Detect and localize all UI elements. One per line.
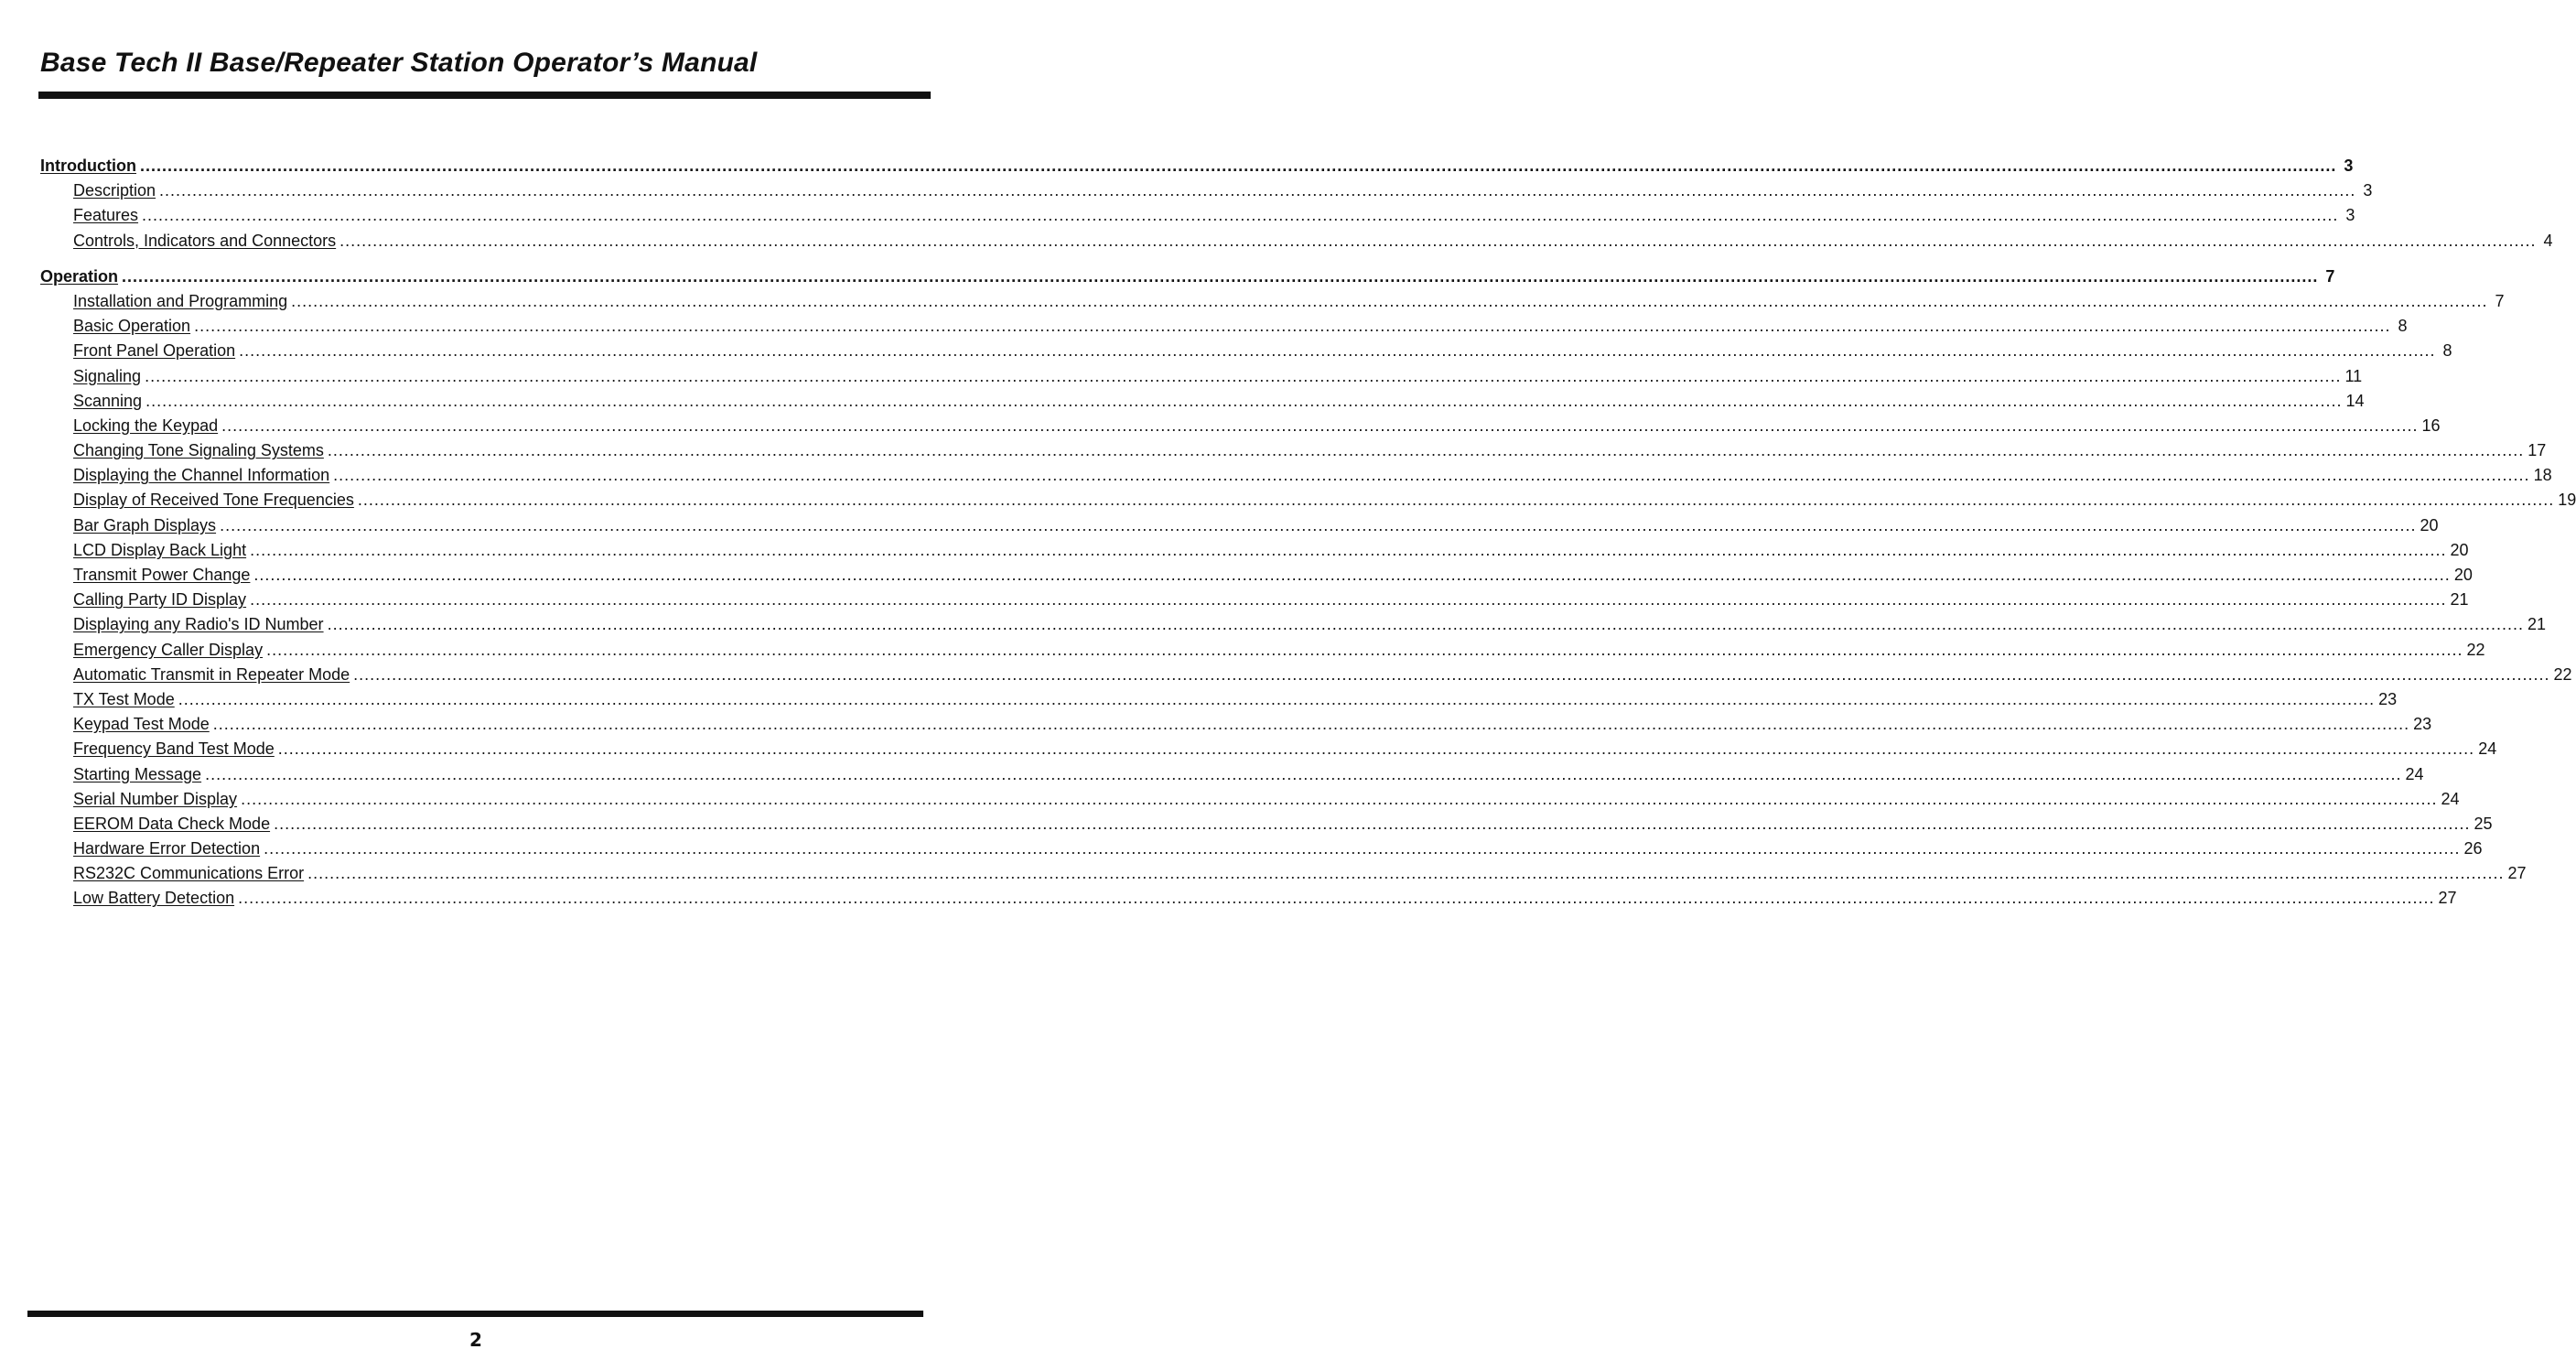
dot-leader: ................................................................................................................................................................................................................................................................................................................................................................................................................ — [274, 814, 2471, 833]
toc-page-number: 20 — [2420, 515, 2439, 534]
toc-page-number: 17 — [2527, 441, 2547, 460]
dot-leader: ................................................................................................................................................................................................................................................................................................................................................................................................................ — [238, 889, 2435, 908]
dot-leader: ................................................................................................................................................................................................................................................................................................................................................................................................................ — [250, 590, 2447, 610]
dot-leader: ................................................................................................................................................................................................................................................................................................................................................................................................................ — [220, 515, 2417, 534]
toc-entry[interactable] — [40, 389, 2365, 414]
toc-page-number: 25 — [2474, 814, 2493, 833]
dot-leader: ................................................................................................................................................................................................................................................................................................................................................................................................................ — [340, 231, 2537, 250]
page-title: Base Tech II Base/Repeater Station Operator’s Manual — [40, 48, 758, 78]
toc-entry-label[interactable]: TX Test Mode — [73, 689, 175, 708]
toc-entry[interactable] — [40, 612, 2546, 637]
dot-leader: ................................................................................................................................................................................................................................................................................................................................................................................................................ — [145, 366, 2342, 385]
toc-entry[interactable] — [40, 886, 2457, 911]
toc-entry-label[interactable]: Installation and Programming — [73, 291, 288, 310]
toc-entry-label[interactable]: Front Panel Operation — [73, 341, 236, 361]
toc-entry[interactable] — [40, 663, 2572, 687]
toc-entry-label[interactable]: Serial Number Display — [73, 789, 238, 808]
toc-section — [40, 154, 2553, 254]
toc-entry-label[interactable]: Keypad Test Mode — [73, 715, 210, 734]
toc-entry[interactable] — [40, 463, 2552, 488]
toc-entry-label[interactable]: Scanning — [73, 391, 143, 410]
dot-leader: ................................................................................................................................................................................................................................................................................................................................................................................................................ — [357, 491, 2555, 510]
toc-entry[interactable] — [40, 812, 2493, 837]
dot-leader: ................................................................................................................................................................................................................................................................................................................................................................................................................ — [327, 441, 2525, 460]
toc-entry[interactable] — [40, 538, 2469, 563]
toc-entry-label[interactable]: Automatic Transmit in Repeater Mode — [73, 664, 350, 684]
dot-leader: ................................................................................................................................................................................................................................................................................................................................................................................................................ — [212, 715, 2410, 734]
toc-entry-label[interactable]: Displaying the Channel Information — [73, 466, 330, 485]
toc-entry-label[interactable]: Transmit Power Change — [73, 566, 251, 584]
toc-section-entry[interactable] — [40, 154, 2354, 178]
dot-leader: ................................................................................................................................................................................................................................................................................................................................................................................................................ — [122, 266, 2319, 286]
toc-entry-label[interactable]: Controls, Indicators and Connectors — [73, 231, 337, 250]
toc-section-entry[interactable] — [40, 264, 2335, 289]
toc-entry-label[interactable]: Features — [73, 206, 139, 225]
dot-leader: ................................................................................................................................................................................................................................................................................................................................................................................................................ — [264, 839, 2461, 858]
toc-entry-label[interactable]: EEROM Data Check Mode — [73, 814, 271, 833]
toc-entry-label[interactable]: Emergency Caller Display — [73, 640, 264, 659]
dot-leader: ................................................................................................................................................................................................................................................................................................................................................................................................................ — [353, 664, 2550, 684]
toc-entry[interactable] — [40, 364, 2363, 389]
toc-entry-label[interactable]: Display of Received Tone Frequencies — [73, 491, 354, 510]
toc-page-number: 24 — [2478, 739, 2497, 759]
toc-page-number: 27 — [2507, 864, 2527, 883]
toc-entry-label[interactable]: LCD Display Back Light — [73, 540, 247, 559]
toc-entry[interactable] — [40, 488, 2576, 513]
dot-leader: ................................................................................................................................................................................................................................................................................................................................................................................................................ — [139, 157, 2337, 175]
toc-page-number: 21 — [2527, 615, 2546, 634]
toc-page-number: 3 — [2344, 157, 2354, 175]
toc-page-number: 24 — [2405, 764, 2424, 783]
dot-leader: ................................................................................................................................................................................................................................................................................................................................................................................................................ — [146, 391, 2343, 410]
toc-entry-label[interactable]: Signaling — [73, 366, 142, 385]
toc-section-label[interactable]: Operation — [40, 266, 119, 286]
toc-entry-label[interactable]: Calling Party ID Display — [73, 590, 247, 610]
toc-section-label[interactable]: Introduction — [40, 157, 136, 175]
toc-page-number: 4 — [2543, 231, 2553, 250]
dot-leader: ................................................................................................................................................................................................................................................................................................................................................................................................................ — [241, 789, 2438, 808]
toc-entry-label[interactable]: Locking the Keypad — [73, 416, 219, 435]
toc-page-number: 7 — [2325, 266, 2335, 286]
toc-page-number: 23 — [2378, 689, 2398, 708]
toc-entry[interactable] — [40, 563, 2473, 588]
toc-page-number: 16 — [2421, 416, 2441, 435]
table-of-contents — [40, 154, 2576, 912]
toc-page-number: 27 — [2438, 889, 2457, 908]
toc-entry[interactable] — [40, 339, 2452, 363]
toc-entry-label[interactable]: RS232C Communications Error — [73, 864, 305, 883]
toc-entry-label[interactable]: Hardware Error Detection — [73, 839, 261, 858]
dot-leader: ................................................................................................................................................................................................................................................................................................................................................................................................................ — [205, 764, 2402, 783]
toc-page-number: 22 — [2466, 640, 2485, 659]
toc-page-number: 3 — [2345, 206, 2355, 225]
toc-entry[interactable] — [40, 314, 2408, 339]
header-rule — [38, 92, 931, 99]
toc-entry-label[interactable]: Starting Message — [73, 764, 202, 783]
dot-leader: ................................................................................................................................................................................................................................................................................................................................................................................................................ — [266, 640, 2463, 659]
toc-entry-label[interactable]: Bar Graph Displays — [73, 515, 217, 534]
dot-leader: ................................................................................................................................................................................................................................................................................................................................................................................................................ — [333, 466, 2530, 485]
toc-entry[interactable] — [40, 737, 2497, 761]
toc-page-number: 19 — [2558, 491, 2576, 510]
toc-entry[interactable] — [40, 638, 2485, 663]
toc-entry[interactable] — [40, 588, 2469, 612]
toc-page-number: 7 — [2495, 291, 2505, 310]
dot-leader: ................................................................................................................................................................................................................................................................................................................................................................................................................ — [178, 689, 2376, 708]
dot-leader: ................................................................................................................................................................................................................................................................................................................................................................................................................ — [250, 540, 2447, 559]
toc-entry-label[interactable]: Displaying any Radio's ID Number — [73, 615, 324, 634]
toc-page-number: 23 — [2413, 715, 2432, 734]
page-number: 2 — [469, 1329, 482, 1351]
dot-leader: ................................................................................................................................................................................................................................................................................................................................................................................................................ — [277, 739, 2475, 759]
toc-entry[interactable] — [40, 289, 2505, 314]
dot-leader: ................................................................................................................................................................................................................................................................................................................................................................................................................ — [239, 341, 2436, 361]
footer-rule — [27, 1311, 923, 1317]
toc-page-number: 22 — [2553, 664, 2572, 684]
dot-leader: ................................................................................................................................................................................................................................................................................................................................................................................................................ — [221, 416, 2419, 435]
toc-page-number: 20 — [2453, 566, 2473, 584]
toc-entry-label[interactable]: Low Battery Detection — [73, 889, 235, 908]
toc-page-number: 21 — [2450, 590, 2469, 610]
dot-leader: ................................................................................................................................................................................................................................................................................................................................................................................................................ — [159, 181, 2356, 200]
toc-entry[interactable] — [40, 203, 2355, 228]
toc-entry-label[interactable]: Basic Operation — [73, 317, 191, 336]
toc-page-number: 26 — [2463, 839, 2483, 858]
toc-page-number: 14 — [2345, 391, 2365, 410]
toc-entry-label[interactable]: Description — [73, 181, 156, 200]
toc-entry[interactable] — [40, 229, 2553, 254]
toc-page-number: 20 — [2450, 540, 2469, 559]
toc-page-number: 8 — [2398, 317, 2408, 336]
toc-entry[interactable] — [40, 178, 2373, 203]
toc-entry-label[interactable]: Frequency Band Test Mode — [73, 739, 275, 759]
dot-leader: ................................................................................................................................................................................................................................................................................................................................................................................................................ — [194, 317, 2391, 336]
toc-entry[interactable] — [40, 414, 2441, 438]
toc-entry[interactable] — [40, 861, 2527, 886]
toc-entry[interactable] — [40, 787, 2460, 812]
dot-leader: ................................................................................................................................................................................................................................................................................................................................................................................................................ — [253, 566, 2451, 584]
dot-leader: ................................................................................................................................................................................................................................................................................................................................................................................................................ — [291, 291, 2488, 310]
toc-page-number: 11 — [2344, 366, 2363, 385]
toc-section — [40, 264, 2576, 912]
toc-entry[interactable] — [40, 513, 2439, 538]
dot-leader: ................................................................................................................................................................................................................................................................................................................................................................................................................ — [327, 615, 2524, 634]
dot-leader: ................................................................................................................................................................................................................................................................................................................................................................................................................ — [142, 206, 2339, 225]
dot-leader: ................................................................................................................................................................................................................................................................................................................................................................................................................ — [307, 864, 2505, 883]
toc-entry[interactable] — [40, 837, 2483, 861]
toc-page-number: 24 — [2441, 789, 2460, 808]
toc-entry-label[interactable]: Changing Tone Signaling Systems — [73, 441, 324, 460]
toc-entry[interactable] — [40, 438, 2547, 463]
toc-entry[interactable] — [40, 687, 2398, 712]
toc-page-number: 8 — [2442, 341, 2452, 361]
toc-entry[interactable] — [40, 712, 2432, 737]
toc-page-number: 3 — [2363, 181, 2373, 200]
toc-page-number: 18 — [2533, 466, 2552, 485]
toc-entry[interactable] — [40, 762, 2424, 787]
